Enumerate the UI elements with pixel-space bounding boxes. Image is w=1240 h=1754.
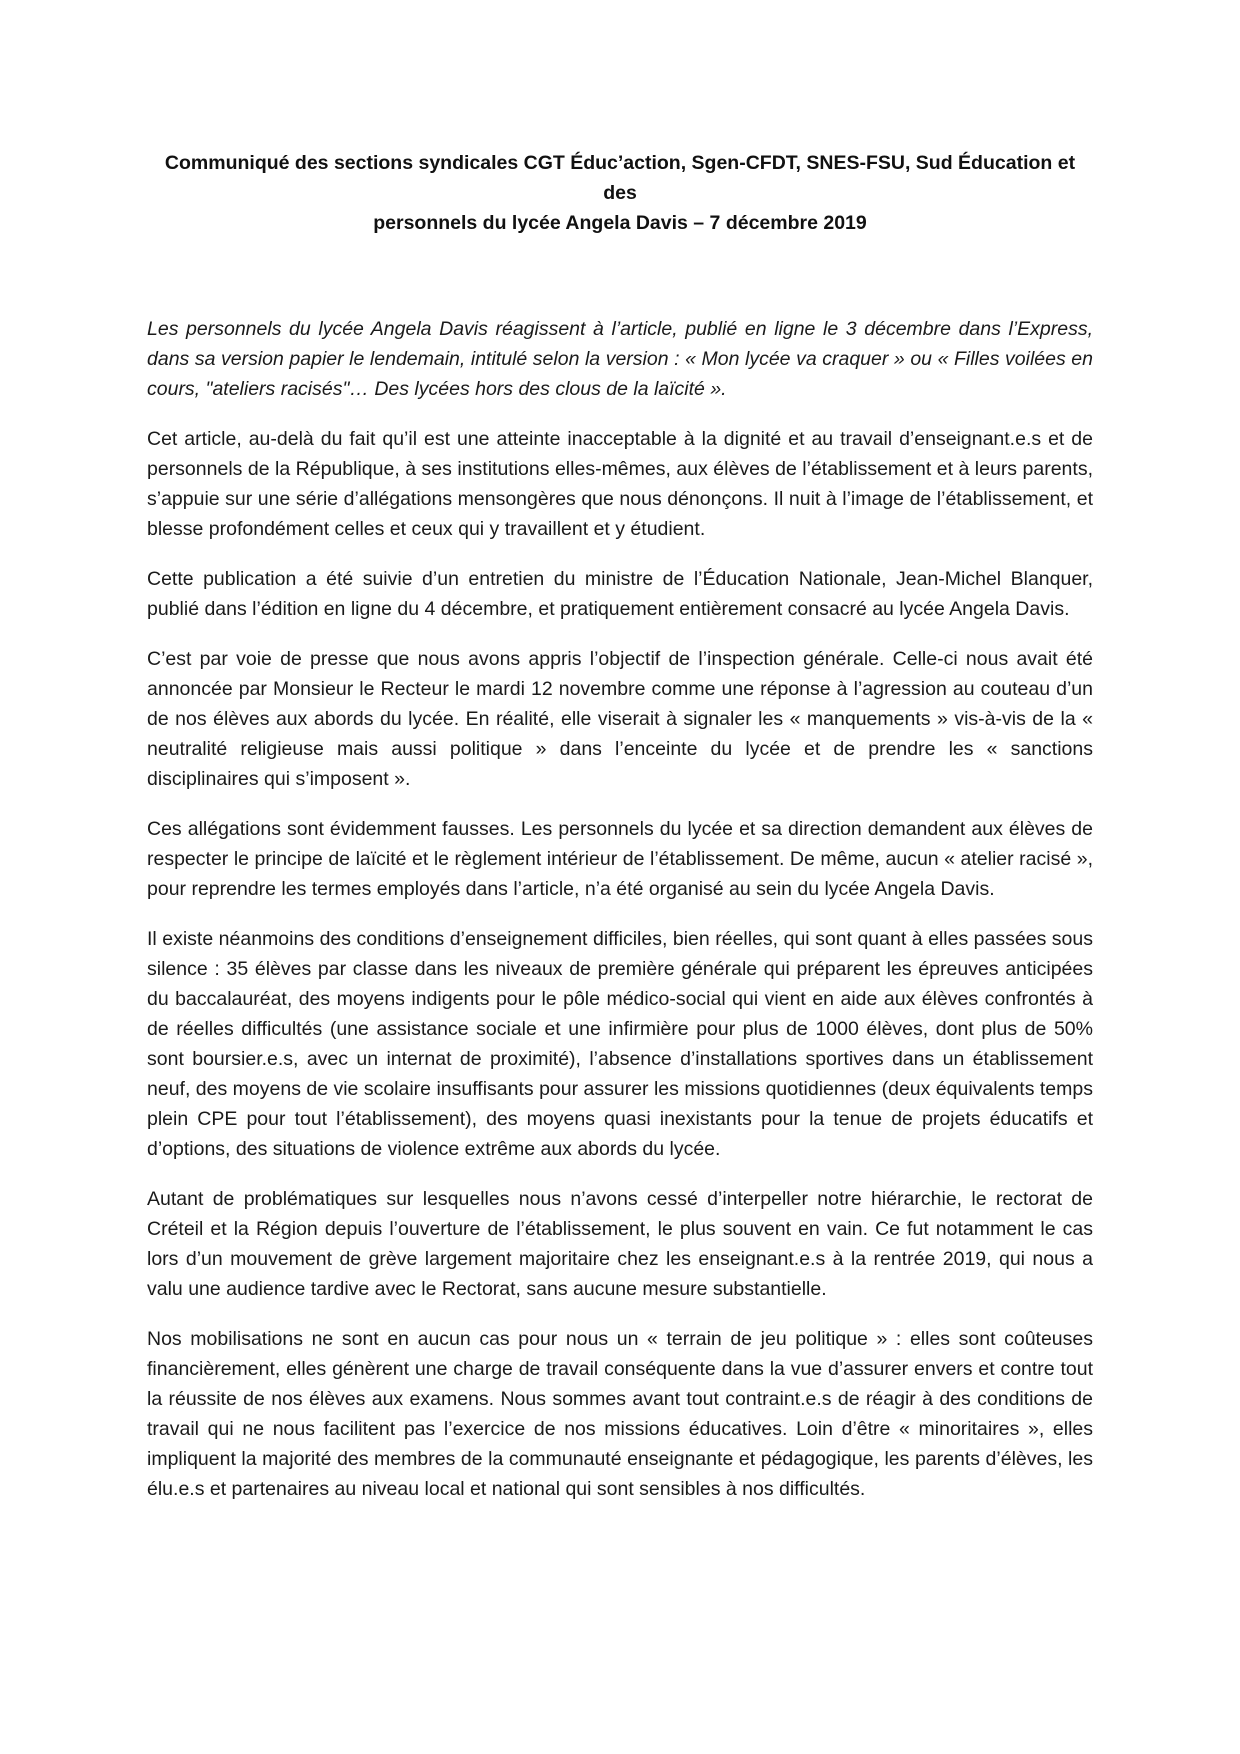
- body-paragraph-1: Cet article, au-delà du fait qu’il est une atteinte inacceptable à la dignité et au travail d’enseignant.e.s et de personnels de la République, à ses institutions elles-mêmes, aux élèves de l’établissement et à leurs parents, s’appuie sur une série d’allégations mensongères que nous dénonçons. Il nuit à l’image de l’établissement, et blesse profondément celles et ceux qui y travaillent et y étudient.: [147, 428, 1093, 540]
- title-line-2: personnels du lycée Angela Davis – 7 décembre 2019: [373, 212, 867, 234]
- body-paragraph-6: Autant de problématiques sur lesquelles nous n’avons cessé d’interpeller notre hiérarchie, le rectorat de Créteil et la Région depuis l’ouverture de l’établissement, le plus souvent en vain. Ce fut notamment le cas lors d’un mouvement de grève largement majoritaire chez les enseignant.e.s à la rentrée 2019, qui nous a valu une audience tardive avec le Rectorat, sans aucune mesure substantielle.: [147, 1188, 1093, 1300]
- body-paragraph-7: Nos mobilisations ne sont en aucun cas pour nous un « terrain de jeu politique » : elles sont coûteuses financièrement, elles génèrent une charge de travail conséquente dans la vue d’assurer envers et contre tout la réussite de nos élèves aux examens. Nous sommes avant tout contraint.e.s de réagir à des conditions de travail qui ne nous facilitent pas l’exercice de nos missions éducatives. Loin d’être « minoritaires », elles impliquent la majorité des membres de la communauté enseignante et pédagogique, les parents d’élèves, les élu.e.s et partenaires au niveau local et national qui sont sensibles à nos difficultés.: [147, 1328, 1093, 1500]
- body-paragraph-3: C’est par voie de presse que nous avons appris l’objectif de l’inspection générale. Celle-ci nous avait été annoncée par Monsieur le Recteur le mardi 12 novembre comme une réponse à l’agression au couteau d’un de nos élèves aux abords du lycée. En réalité, elle viserait à signaler les « manquements » vis-à-vis de la « neutralité religieuse mais aussi politique » dans l’enceinte du lycée et de prendre les « sanctions disciplinaires qui s’imposent ».: [147, 648, 1093, 790]
- title-line-1: Communiqué des sections syndicales CGT Éduc’action, Sgen-CFDT, SNES-FSU, Sud Éducation et des: [164, 152, 1076, 204]
- document-page: [147, 148, 1093, 1524]
- body-paragraph-5: Il existe néanmoins des conditions d’enseignement difficiles, bien réelles, qui sont quant à elles passées sous silence : 35 élèves par classe dans les niveaux de première générale qui préparent les épreuves anticipées du baccalauréat, des moyens indigents pour le pôle médico-social qui vient en aide aux élèves confrontés à de réelles difficultés (une assistance sociale et une infirmière pour plus de 1000 élèves, dont plus de 50% sont boursier.e.s, avec un internat de proximité), l’absence d’installations sportives dans un établissement neuf, des moyens de vie scolaire insuffisants pour assurer les missions quotidiennes (deux équivalents temps plein CPE pour tout l’établissement), des moyens quasi inexistants pour la tenue de projets éducatifs et d’options, des situations de violence extrême aux abords du lycée.: [147, 928, 1093, 1160]
- body-paragraph-4: Ces allégations sont évidemment fausses. Les personnels du lycée et sa direction demandent aux élèves de respecter le principe de laïcité et le règlement intérieur de l’établissement. De même, aucun « atelier racisé », pour reprendre les termes employés dans l’article, n’a été organisé au sein du lycée Angela Davis.: [147, 818, 1093, 900]
- document-title: [147, 148, 1093, 238]
- intro-paragraph: Les personnels du lycée Angela Davis réagissent à l’article, publié en ligne le 3 décembre dans l’Express, dans sa version papier le lendemain, intitulé selon la version : « Mon lycée va craquer » ou « Filles voilées en cours, "ateliers racisés"… Des lycées hors des clous de la laïcité ».: [147, 318, 1093, 400]
- body-paragraph-2: Cette publication a été suivie d’un entretien du ministre de l’Éducation Nationale, Jean-Michel Blanquer, publié dans l’édition en ligne du 4 décembre, et pratiquement entièrement consacré au lycée Angela Davis.: [147, 568, 1093, 620]
